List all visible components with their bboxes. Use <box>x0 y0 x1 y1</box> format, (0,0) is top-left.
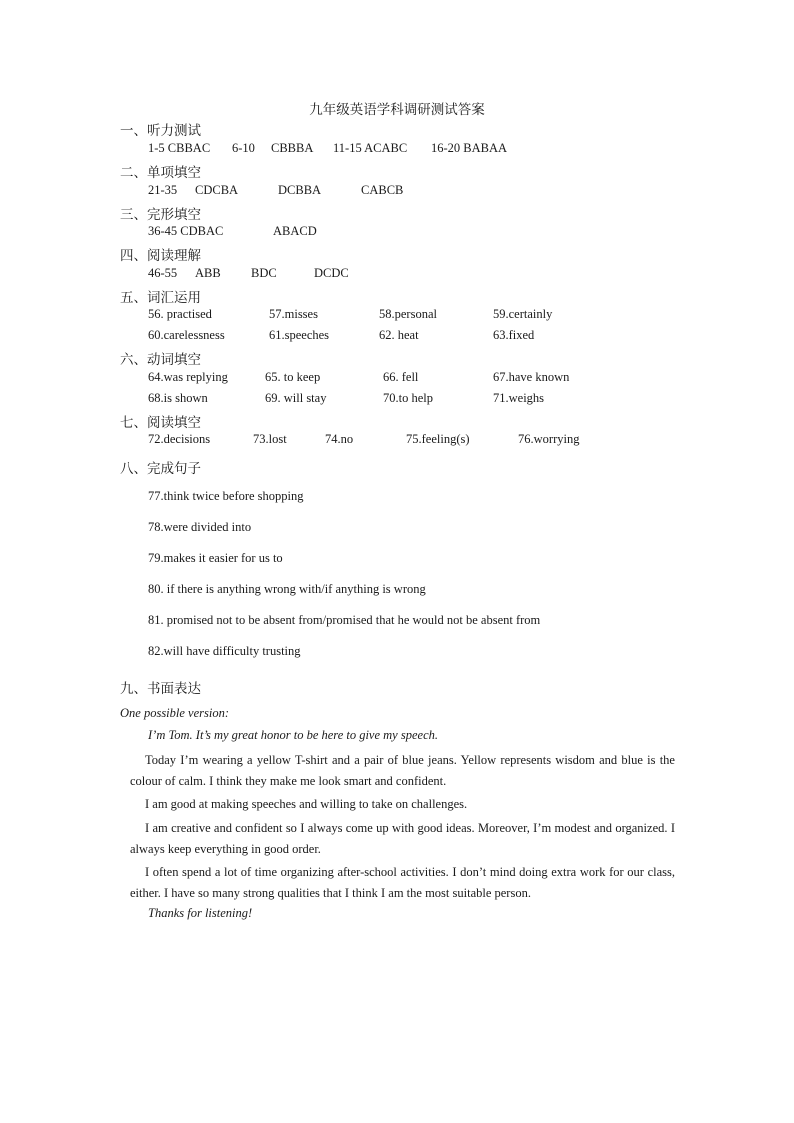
answer-group: CBBBA <box>271 141 314 155</box>
section-cloze-heading: 三、完形填空 <box>120 207 201 222</box>
answer-item: 65. to keep <box>265 370 321 384</box>
sample-paragraph: I often spend a lot of time organizing after-school activities. I don’t mind doing extra work for our class, either. I have so many strong qualities that I think I am the most suitable person. <box>130 865 675 900</box>
answer-item: 69. will stay <box>265 391 327 405</box>
answer-item: 63.fixed <box>493 328 535 342</box>
answer-item: 62. heat <box>379 328 419 342</box>
answer-item: 58.personal <box>379 307 437 321</box>
answer-item: 73.lost <box>253 432 287 446</box>
answer-group: 6-10 <box>232 141 255 155</box>
sample-opening: I’m Tom. It’s my great honor to be here to give my speech. <box>148 728 438 742</box>
answer-item: 56. practised <box>148 307 212 321</box>
answer-item: 72.decisions <box>148 432 211 446</box>
sample-closing: Thanks for listening! <box>148 906 253 920</box>
answer-group: 36-45 CDBAC <box>148 224 224 238</box>
sample-version-label: One possible version: <box>120 706 230 720</box>
answer-group: 11-15 ACABC <box>333 141 408 155</box>
section-reading-fill-heading: 七、阅读填空 <box>120 415 201 430</box>
section-reading-heading: 四、阅读理解 <box>120 248 201 263</box>
answer-item: 67.have known <box>493 370 570 384</box>
answer-item: 57.misses <box>269 307 318 321</box>
sentence-answer: 82.will have difficulty trusting <box>148 644 301 658</box>
answer-group: 1-5 CBBAC <box>148 141 211 155</box>
sample-paragraph: Today I’m wearing a yellow T-shirt and a pair of blue jeans. Yellow represents wisdom and blue is the colour of calm. I think they make me look smart and confident. <box>130 753 675 788</box>
answer-group: BDC <box>251 266 277 280</box>
answer-item: 76.worrying <box>518 432 580 446</box>
answer-group: 21-35 <box>148 183 178 197</box>
answer-group: DCBBA <box>278 183 322 197</box>
answer-group: ABB <box>195 266 221 280</box>
answer-item: 59.certainly <box>493 307 553 321</box>
sentence-answer: 81. promised not to be absent from/promised that he would not be absent from <box>148 613 541 627</box>
section-verb-heading: 六、动词填空 <box>120 352 201 367</box>
sentence-answer: 79.makes it easier for us to <box>148 551 283 565</box>
answer-item: 70.to help <box>383 391 433 405</box>
sample-paragraph: I am creative and confident so I always come up with good ideas. Moreover, I’m modest and organized. I always keep everything in good order. <box>130 821 675 856</box>
answer-item: 64.was replying <box>148 370 228 384</box>
answer-group: DCDC <box>314 266 349 280</box>
section-sentences-heading: 八、完成句子 <box>120 461 201 476</box>
answer-group: CABCB <box>361 183 404 197</box>
answer-item: 66. fell <box>383 370 419 384</box>
section-single-choice-heading: 二、单项填空 <box>120 165 201 180</box>
answer-group: 46-55 <box>148 266 178 280</box>
sentence-answer: 77.think twice before shopping <box>148 489 304 503</box>
answer-item: 75.feeling(s) <box>406 432 470 446</box>
section-writing-heading: 九、书面表达 <box>120 681 201 696</box>
page-title: 九年级英语学科调研测试答案 <box>309 102 485 117</box>
sample-paragraph: I am good at making speeches and willing to take on challenges. <box>145 797 468 811</box>
answer-item: 68.is shown <box>148 391 208 405</box>
section-vocabulary-heading: 五、词汇运用 <box>120 290 201 305</box>
answer-item: 74.no <box>325 432 354 446</box>
section-listening-heading: 一、听力测试 <box>120 123 201 138</box>
sentence-answer: 80. if there is anything wrong with/if anything is wrong <box>148 582 426 596</box>
answer-item: 61.speeches <box>269 328 330 342</box>
answer-group: CDCBA <box>195 183 239 197</box>
answer-group: ABACD <box>273 224 317 238</box>
answer-item: 71.weighs <box>493 391 545 405</box>
sentence-answer: 78.were divided into <box>148 520 252 534</box>
answer-group: 16-20 BABAA <box>431 141 508 155</box>
answer-item: 60.carelessness <box>148 328 225 342</box>
